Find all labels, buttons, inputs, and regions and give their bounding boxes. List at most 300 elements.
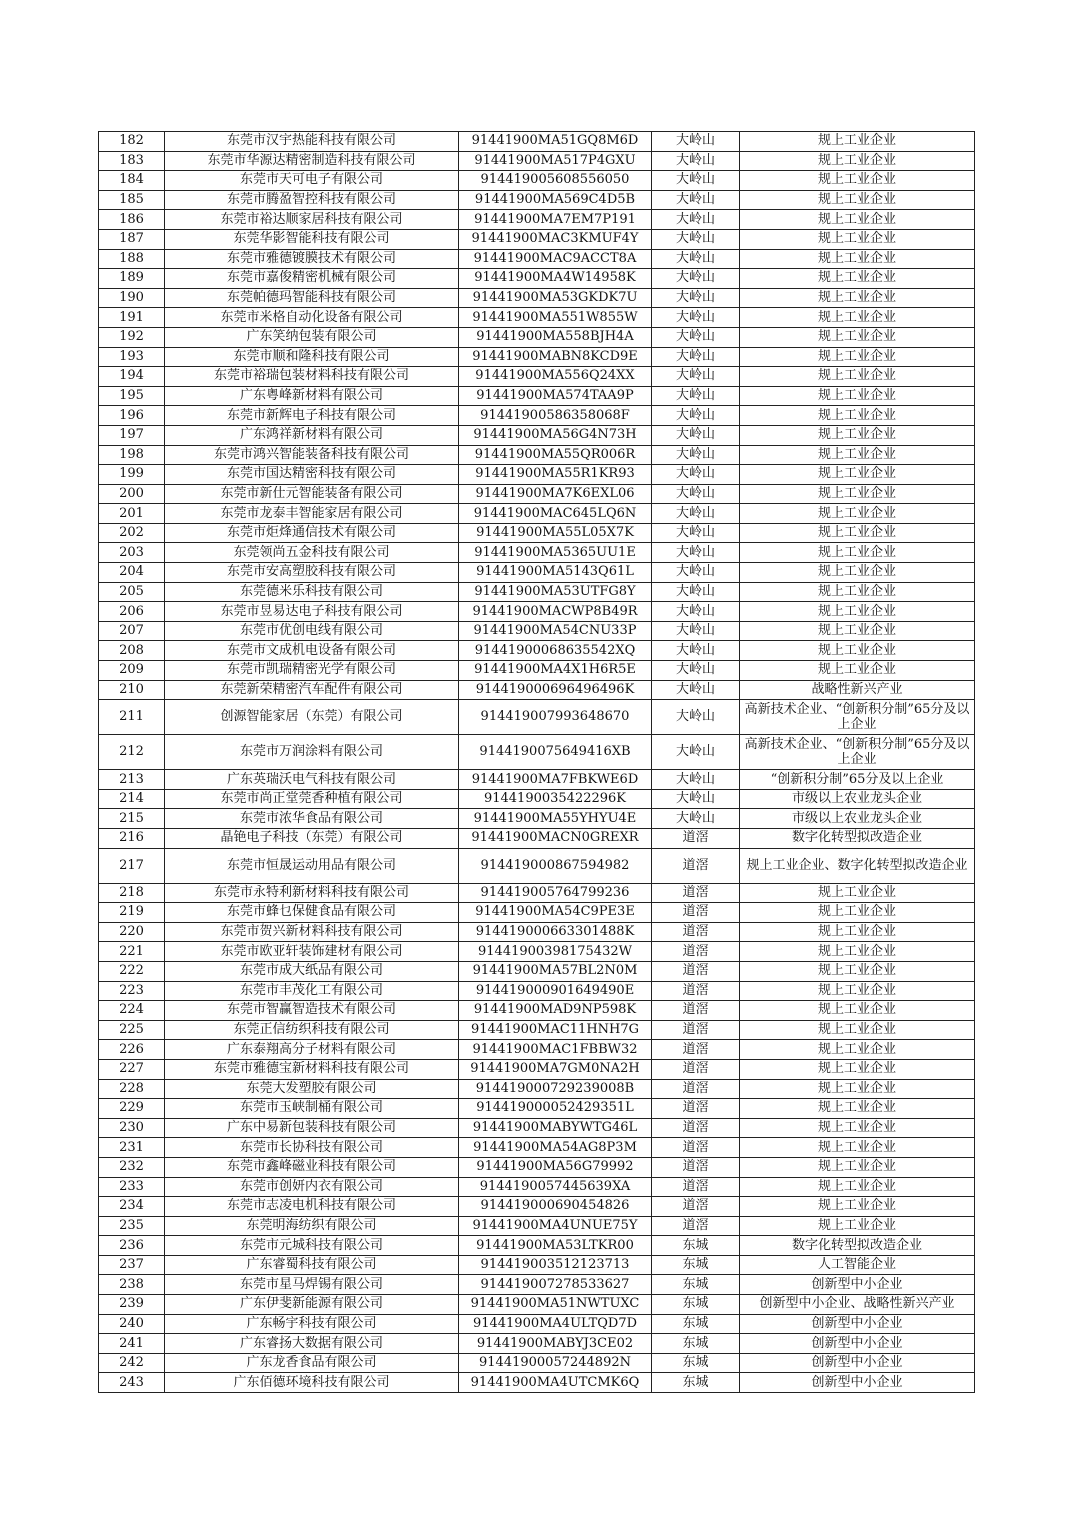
table-row: [99, 1255, 975, 1275]
table-row: [99, 981, 975, 1001]
company-name-cell: 东莞明海纺织有限公司: [165, 1216, 459, 1236]
category-cell: 市级以上农业龙头企业: [740, 789, 975, 809]
credit-code-cell: 914419007278533627: [459, 1275, 652, 1295]
category-cell: 规上工业企业: [740, 229, 975, 249]
category-cell: 战略性新兴产业: [740, 680, 975, 700]
row-number-cell: 204: [99, 563, 165, 583]
table-row: [99, 269, 975, 289]
credit-code-cell: 914419000696496496K: [459, 680, 652, 700]
credit-code-cell: 91441900MA53UTFG8Y: [459, 582, 652, 602]
company-name-cell: 东莞市昱易达电子科技有限公司: [165, 602, 459, 622]
company-name-cell: 东莞市恒晟运动用品有限公司: [165, 848, 459, 883]
company-name-cell: 东莞市嘉俊精密机械有限公司: [165, 269, 459, 289]
category-cell: 数字化转型拟改造企业: [740, 829, 975, 849]
row-number-cell: 239: [99, 1295, 165, 1315]
company-name-cell: 东莞华影智能科技有限公司: [165, 229, 459, 249]
table-row: [99, 563, 975, 583]
company-name-cell: 东莞市永特利新材料科技有限公司: [165, 883, 459, 903]
company-name-cell: 广东中易新包装科技有限公司: [165, 1118, 459, 1138]
table-row: [99, 641, 975, 661]
company-name-cell: 东莞市新辉电子科技有限公司: [165, 406, 459, 426]
row-number-cell: 220: [99, 922, 165, 942]
category-cell: 规上工业企业: [740, 288, 975, 308]
credit-code-cell: 91441900MA4ULTQD7D: [459, 1314, 652, 1334]
town-cell: 道滘: [652, 883, 740, 903]
company-name-cell: 东莞正信纺织科技有限公司: [165, 1020, 459, 1040]
town-cell: 大岭山: [652, 543, 740, 563]
credit-code-cell: 91441900MABYJ3CE02: [459, 1334, 652, 1354]
company-name-cell: 东莞市雅德镀膜技术有限公司: [165, 249, 459, 269]
town-cell: 大岭山: [652, 641, 740, 661]
credit-code-cell: 914419000901649490E: [459, 981, 652, 1001]
table-row: [99, 1275, 975, 1295]
row-number-cell: 200: [99, 484, 165, 504]
town-cell: 大岭山: [652, 735, 740, 770]
credit-code-cell: 91441900MABYWTG46L: [459, 1118, 652, 1138]
company-name-cell: 广东龙香食品有限公司: [165, 1353, 459, 1373]
town-cell: 道滘: [652, 1216, 740, 1236]
credit-code-cell: 91441900MA7FBKWE6D: [459, 770, 652, 790]
credit-code-cell: 91441900MAD9NP598K: [459, 1001, 652, 1021]
town-cell: 道滘: [652, 961, 740, 981]
credit-code-cell: 91441900MAC1FBBW32: [459, 1040, 652, 1060]
credit-code-cell: 9144190057445639XA: [459, 1177, 652, 1197]
category-cell: 创新型中小企业: [740, 1275, 975, 1295]
row-number-cell: 241: [99, 1334, 165, 1354]
category-cell: 规上工业企业、数字化转型拟改造企业: [740, 848, 975, 883]
credit-code-cell: 914419003512123713: [459, 1255, 652, 1275]
credit-code-cell: 91441900MA56G79992: [459, 1157, 652, 1177]
town-cell: 道滘: [652, 1197, 740, 1217]
credit-code-cell: 91441900MA54C9PE3E: [459, 903, 652, 923]
company-name-cell: 东莞市智赢智造技术有限公司: [165, 1001, 459, 1021]
table-row: [99, 770, 975, 790]
row-number-cell: 228: [99, 1079, 165, 1099]
category-cell: 规上工业企业: [740, 406, 975, 426]
row-number-cell: 188: [99, 249, 165, 269]
company-name-cell: 东莞市凯瑞精密光学有限公司: [165, 661, 459, 681]
table-row: [99, 151, 975, 171]
table-row: [99, 190, 975, 210]
row-number-cell: 186: [99, 210, 165, 230]
credit-code-cell: 91441900398175432W: [459, 942, 652, 962]
category-cell: 数字化转型拟改造企业: [740, 1236, 975, 1256]
row-number-cell: 212: [99, 735, 165, 770]
town-cell: 道滘: [652, 829, 740, 849]
town-cell: 道滘: [652, 1177, 740, 1197]
table-row: [99, 523, 975, 543]
town-cell: 东城: [652, 1314, 740, 1334]
credit-code-cell: 91441900MA53GKDK7U: [459, 288, 652, 308]
category-cell: 市级以上农业龙头企业: [740, 809, 975, 829]
town-cell: 道滘: [652, 1059, 740, 1079]
town-cell: 东城: [652, 1275, 740, 1295]
credit-code-cell: 91441900MA51GQ8M6D: [459, 132, 652, 152]
row-number-cell: 231: [99, 1138, 165, 1158]
town-cell: 大岭山: [652, 288, 740, 308]
row-number-cell: 234: [99, 1197, 165, 1217]
town-cell: 道滘: [652, 942, 740, 962]
town-cell: 道滘: [652, 1001, 740, 1021]
table-row: [99, 327, 975, 347]
row-number-cell: 205: [99, 582, 165, 602]
company-name-cell: 创源智能家居（东莞）有限公司: [165, 700, 459, 735]
table-body: [99, 132, 975, 1393]
table-row: [99, 1059, 975, 1079]
town-cell: 大岭山: [652, 504, 740, 524]
row-number-cell: 197: [99, 425, 165, 445]
company-name-cell: 东莞大发塑胶有限公司: [165, 1079, 459, 1099]
table-row: [99, 883, 975, 903]
category-cell: 规上工业企业: [740, 661, 975, 681]
category-cell: 规上工业企业: [740, 922, 975, 942]
table-row: [99, 425, 975, 445]
table-row: [99, 1236, 975, 1256]
town-cell: 大岭山: [652, 770, 740, 790]
credit-code-cell: 91441900MAC9ACCT8A: [459, 249, 652, 269]
category-cell: 规上工业企业: [740, 883, 975, 903]
credit-code-cell: 91441900MA517P4GXU: [459, 151, 652, 171]
table-row: [99, 903, 975, 923]
credit-code-cell: 91441900MAC645LQ6N: [459, 504, 652, 524]
company-name-cell: 东莞市成大纸品有限公司: [165, 961, 459, 981]
row-number-cell: 191: [99, 308, 165, 328]
table-row: [99, 922, 975, 942]
town-cell: 道滘: [652, 1099, 740, 1119]
town-cell: 东城: [652, 1334, 740, 1354]
company-name-cell: 东莞市安高塑胶科技有限公司: [165, 563, 459, 583]
company-name-cell: 东莞市龙泰丰智能家居有限公司: [165, 504, 459, 524]
credit-code-cell: 91441900MABN8KCD9E: [459, 347, 652, 367]
category-cell: 高新技术企业、“创新积分制”65分及以上企业: [740, 700, 975, 735]
company-name-cell: 广东睿扬大数据有限公司: [165, 1334, 459, 1354]
category-cell: 规上工业企业: [740, 386, 975, 406]
credit-code-cell: 914419000052429351L: [459, 1099, 652, 1119]
row-number-cell: 214: [99, 789, 165, 809]
category-cell: 创新型中小企业: [740, 1314, 975, 1334]
credit-code-cell: 91441900068635542XQ: [459, 641, 652, 661]
town-cell: 东城: [652, 1236, 740, 1256]
credit-code-cell: 91441900MA7GM0NA2H: [459, 1059, 652, 1079]
company-name-cell: 东莞市裕达顺家居科技有限公司: [165, 210, 459, 230]
category-cell: 创新型中小企业: [740, 1373, 975, 1393]
row-number-cell: 218: [99, 883, 165, 903]
town-cell: 东城: [652, 1295, 740, 1315]
row-number-cell: 196: [99, 406, 165, 426]
town-cell: 大岭山: [652, 809, 740, 829]
row-number-cell: 226: [99, 1040, 165, 1060]
category-cell: 规上工业企业: [740, 425, 975, 445]
category-cell: 规上工业企业: [740, 641, 975, 661]
town-cell: 大岭山: [652, 151, 740, 171]
table-row: [99, 829, 975, 849]
category-cell: 创新型中小企业、战略性新兴产业: [740, 1295, 975, 1315]
company-name-cell: 东莞市贺兴新材料科技有限公司: [165, 922, 459, 942]
category-cell: 规上工业企业: [740, 1197, 975, 1217]
town-cell: 大岭山: [652, 661, 740, 681]
row-number-cell: 240: [99, 1314, 165, 1334]
category-cell: 规上工业企业: [740, 961, 975, 981]
credit-code-cell: 91441900MA569C4D5B: [459, 190, 652, 210]
town-cell: 大岭山: [652, 465, 740, 485]
category-cell: 规上工业企业: [740, 171, 975, 191]
company-name-cell: 东莞市炬烽通信技术有限公司: [165, 523, 459, 543]
company-name-cell: 东莞市鑫峰磁业科技有限公司: [165, 1157, 459, 1177]
credit-code-cell: 914419000867594982: [459, 848, 652, 883]
company-name-cell: 东莞市蜂乜保健食品有限公司: [165, 903, 459, 923]
row-number-cell: 238: [99, 1275, 165, 1295]
table-row: [99, 602, 975, 622]
category-cell: 规上工业企业: [740, 347, 975, 367]
company-name-cell: 东莞帕德玛智能科技有限公司: [165, 288, 459, 308]
company-name-cell: 东莞市华源达精密制造科技有限公司: [165, 151, 459, 171]
town-cell: 大岭山: [652, 171, 740, 191]
row-number-cell: 189: [99, 269, 165, 289]
company-name-cell: 东莞市万润涂料有限公司: [165, 735, 459, 770]
table-row: [99, 406, 975, 426]
category-cell: 规上工业企业: [740, 367, 975, 387]
row-number-cell: 216: [99, 829, 165, 849]
row-number-cell: 183: [99, 151, 165, 171]
town-cell: 道滘: [652, 1040, 740, 1060]
table-row: [99, 961, 975, 981]
credit-code-cell: 91441900MA4UTCMK6Q: [459, 1373, 652, 1393]
category-cell: 规上工业企业: [740, 563, 975, 583]
row-number-cell: 213: [99, 770, 165, 790]
row-number-cell: 211: [99, 700, 165, 735]
company-name-cell: 广东睿蜀科技有限公司: [165, 1255, 459, 1275]
category-cell: 规上工业企业: [740, 1177, 975, 1197]
table-row: [99, 621, 975, 641]
row-number-cell: 223: [99, 981, 165, 1001]
town-cell: 大岭山: [652, 190, 740, 210]
row-number-cell: 201: [99, 504, 165, 524]
table-row: [99, 1020, 975, 1040]
town-cell: 大岭山: [652, 680, 740, 700]
town-cell: 大岭山: [652, 602, 740, 622]
company-name-cell: 东莞市玉峡制桶有限公司: [165, 1099, 459, 1119]
table-row: [99, 1314, 975, 1334]
credit-code-cell: 91441900MACN0GREXR: [459, 829, 652, 849]
town-cell: 大岭山: [652, 210, 740, 230]
category-cell: 规上工业企业: [740, 1059, 975, 1079]
town-cell: 大岭山: [652, 523, 740, 543]
table-row: [99, 210, 975, 230]
row-number-cell: 198: [99, 445, 165, 465]
table-row: [99, 543, 975, 563]
table-row: [99, 1177, 975, 1197]
credit-code-cell: 91441900MA55QR006R: [459, 445, 652, 465]
row-number-cell: 235: [99, 1216, 165, 1236]
table-row: [99, 484, 975, 504]
company-name-cell: 东莞市丰茂化工有限公司: [165, 981, 459, 1001]
credit-code-cell: 91441900MA4X1H6R5E: [459, 661, 652, 681]
town-cell: 大岭山: [652, 789, 740, 809]
category-cell: 规上工业企业: [740, 523, 975, 543]
category-cell: 规上工业企业: [740, 151, 975, 171]
town-cell: 大岭山: [652, 386, 740, 406]
table-row: [99, 249, 975, 269]
table-row: [99, 1216, 975, 1236]
credit-code-cell: 91441900MA51NWTUXC: [459, 1295, 652, 1315]
row-number-cell: 233: [99, 1177, 165, 1197]
company-name-cell: 东莞市鸿兴智能装备科技有限公司: [165, 445, 459, 465]
credit-code-cell: 91441900MACWP8B49R: [459, 602, 652, 622]
row-number-cell: 210: [99, 680, 165, 700]
company-name-cell: 东莞市国达精密科技有限公司: [165, 465, 459, 485]
credit-code-cell: 91441900MA5143Q61L: [459, 563, 652, 583]
credit-code-cell: 914419005764799236: [459, 883, 652, 903]
category-cell: 规上工业企业: [740, 1079, 975, 1099]
table-row: [99, 1334, 975, 1354]
table-row: [99, 789, 975, 809]
company-name-cell: 广东伊斐新能源有限公司: [165, 1295, 459, 1315]
row-number-cell: 215: [99, 809, 165, 829]
row-number-cell: 199: [99, 465, 165, 485]
credit-code-cell: 91441900MA57BL2N0M: [459, 961, 652, 981]
table-row: [99, 132, 975, 152]
company-name-cell: 东莞市元城科技有限公司: [165, 1236, 459, 1256]
row-number-cell: 237: [99, 1255, 165, 1275]
credit-code-cell: 91441900MA4UNUE75Y: [459, 1216, 652, 1236]
row-number-cell: 222: [99, 961, 165, 981]
town-cell: 大岭山: [652, 700, 740, 735]
company-name-cell: 东莞市尚正堂莞香种植有限公司: [165, 789, 459, 809]
row-number-cell: 209: [99, 661, 165, 681]
row-number-cell: 236: [99, 1236, 165, 1256]
credit-code-cell: 91441900MAC3KMUF4Y: [459, 229, 652, 249]
table-row: [99, 680, 975, 700]
category-cell: 规上工业企业: [740, 504, 975, 524]
town-cell: 大岭山: [652, 484, 740, 504]
company-name-cell: 广东笑纳包装有限公司: [165, 327, 459, 347]
row-number-cell: 194: [99, 367, 165, 387]
table-row: [99, 308, 975, 328]
table-row: [99, 700, 975, 735]
row-number-cell: 217: [99, 848, 165, 883]
credit-code-cell: 91441900057244892N: [459, 1353, 652, 1373]
table-row: [99, 1197, 975, 1217]
town-cell: 道滘: [652, 848, 740, 883]
town-cell: 大岭山: [652, 425, 740, 445]
credit-code-cell: 91441900MA551W855W: [459, 308, 652, 328]
category-cell: 规上工业企业: [740, 1040, 975, 1060]
company-name-cell: 东莞市腾盈智控科技有限公司: [165, 190, 459, 210]
town-cell: 道滘: [652, 1157, 740, 1177]
credit-code-cell: 91441900MA56G4N73H: [459, 425, 652, 445]
company-name-cell: 东莞市天可电子有限公司: [165, 171, 459, 191]
credit-code-cell: 914419007993648670: [459, 700, 652, 735]
category-cell: 规上工业企业: [740, 903, 975, 923]
credit-code-cell: 91441900MA53LTKR00: [459, 1236, 652, 1256]
table-row: [99, 1040, 975, 1060]
company-name-cell: 东莞市欧亚轩装饰建材有限公司: [165, 942, 459, 962]
table-row: [99, 1001, 975, 1021]
row-number-cell: 225: [99, 1020, 165, 1040]
town-cell: 道滘: [652, 981, 740, 1001]
row-number-cell: 232: [99, 1157, 165, 1177]
category-cell: 规上工业企业: [740, 602, 975, 622]
company-name-cell: 广东英瑞沃电气科技有限公司: [165, 770, 459, 790]
credit-code-cell: 914419000729239008B: [459, 1079, 652, 1099]
company-name-cell: 东莞市裕瑞包装材料科技有限公司: [165, 367, 459, 387]
category-cell: 规上工业企业: [740, 1157, 975, 1177]
credit-code-cell: 91441900MA556Q24XX: [459, 367, 652, 387]
category-cell: 规上工业企业: [740, 445, 975, 465]
town-cell: 大岭山: [652, 132, 740, 152]
table-row: [99, 465, 975, 485]
table-row: [99, 445, 975, 465]
town-cell: 大岭山: [652, 308, 740, 328]
category-cell: 规上工业企业: [740, 465, 975, 485]
company-name-cell: 广东佰德环境科技有限公司: [165, 1373, 459, 1393]
town-cell: 道滘: [652, 1118, 740, 1138]
credit-code-cell: 91441900MA55R1KR93: [459, 465, 652, 485]
company-name-cell: 东莞市文成机电设备有限公司: [165, 641, 459, 661]
company-name-cell: 广东畅宇科技有限公司: [165, 1314, 459, 1334]
category-cell: 规上工业企业: [740, 327, 975, 347]
row-number-cell: 208: [99, 641, 165, 661]
town-cell: 东城: [652, 1373, 740, 1393]
credit-code-cell: 91441900MA54AG8P3M: [459, 1138, 652, 1158]
row-number-cell: 229: [99, 1099, 165, 1119]
company-name-cell: 东莞市顺和隆科技有限公司: [165, 347, 459, 367]
table-row: [99, 288, 975, 308]
credit-code-cell: 914419000690454826: [459, 1197, 652, 1217]
credit-code-cell: 91441900MA54CNU33P: [459, 621, 652, 641]
category-cell: 规上工业企业: [740, 484, 975, 504]
credit-code-cell: 91441900MAC11HNH7G: [459, 1020, 652, 1040]
company-name-cell: 东莞新荣精密汽车配件有限公司: [165, 680, 459, 700]
credit-code-cell: 914419005608556050: [459, 171, 652, 191]
credit-code-cell: 91441900MA55L05X7K: [459, 523, 652, 543]
category-cell: 规上工业企业: [740, 210, 975, 230]
town-cell: 大岭山: [652, 445, 740, 465]
credit-code-cell: 91441900MA55YHYU4E: [459, 809, 652, 829]
row-number-cell: 227: [99, 1059, 165, 1079]
category-cell: 规上工业企业: [740, 1138, 975, 1158]
company-name-cell: 东莞市星马焊锡有限公司: [165, 1275, 459, 1295]
category-cell: 人工智能企业: [740, 1255, 975, 1275]
table-row: [99, 661, 975, 681]
category-cell: 规上工业企业: [740, 1118, 975, 1138]
category-cell: 规上工业企业: [740, 132, 975, 152]
credit-code-cell: 9144190035422296K: [459, 789, 652, 809]
row-number-cell: 242: [99, 1353, 165, 1373]
row-number-cell: 184: [99, 171, 165, 191]
category-cell: 规上工业企业: [740, 308, 975, 328]
category-cell: 规上工业企业: [740, 1099, 975, 1119]
row-number-cell: 230: [99, 1118, 165, 1138]
row-number-cell: 202: [99, 523, 165, 543]
category-cell: 规上工业企业: [740, 981, 975, 1001]
company-name-cell: 东莞市优创电线有限公司: [165, 621, 459, 641]
table-row: [99, 1295, 975, 1315]
category-cell: 高新技术企业、“创新积分制”65分及以上企业: [740, 735, 975, 770]
row-number-cell: 182: [99, 132, 165, 152]
credit-code-cell: 91441900MA4W14958K: [459, 269, 652, 289]
company-name-cell: 东莞德米乐科技有限公司: [165, 582, 459, 602]
town-cell: 道滘: [652, 1020, 740, 1040]
category-cell: 规上工业企业: [740, 249, 975, 269]
row-number-cell: 185: [99, 190, 165, 210]
row-number-cell: 224: [99, 1001, 165, 1021]
row-number-cell: 190: [99, 288, 165, 308]
category-cell: 规上工业企业: [740, 621, 975, 641]
table-row: [99, 1157, 975, 1177]
town-cell: 大岭山: [652, 249, 740, 269]
table-row: [99, 848, 975, 883]
